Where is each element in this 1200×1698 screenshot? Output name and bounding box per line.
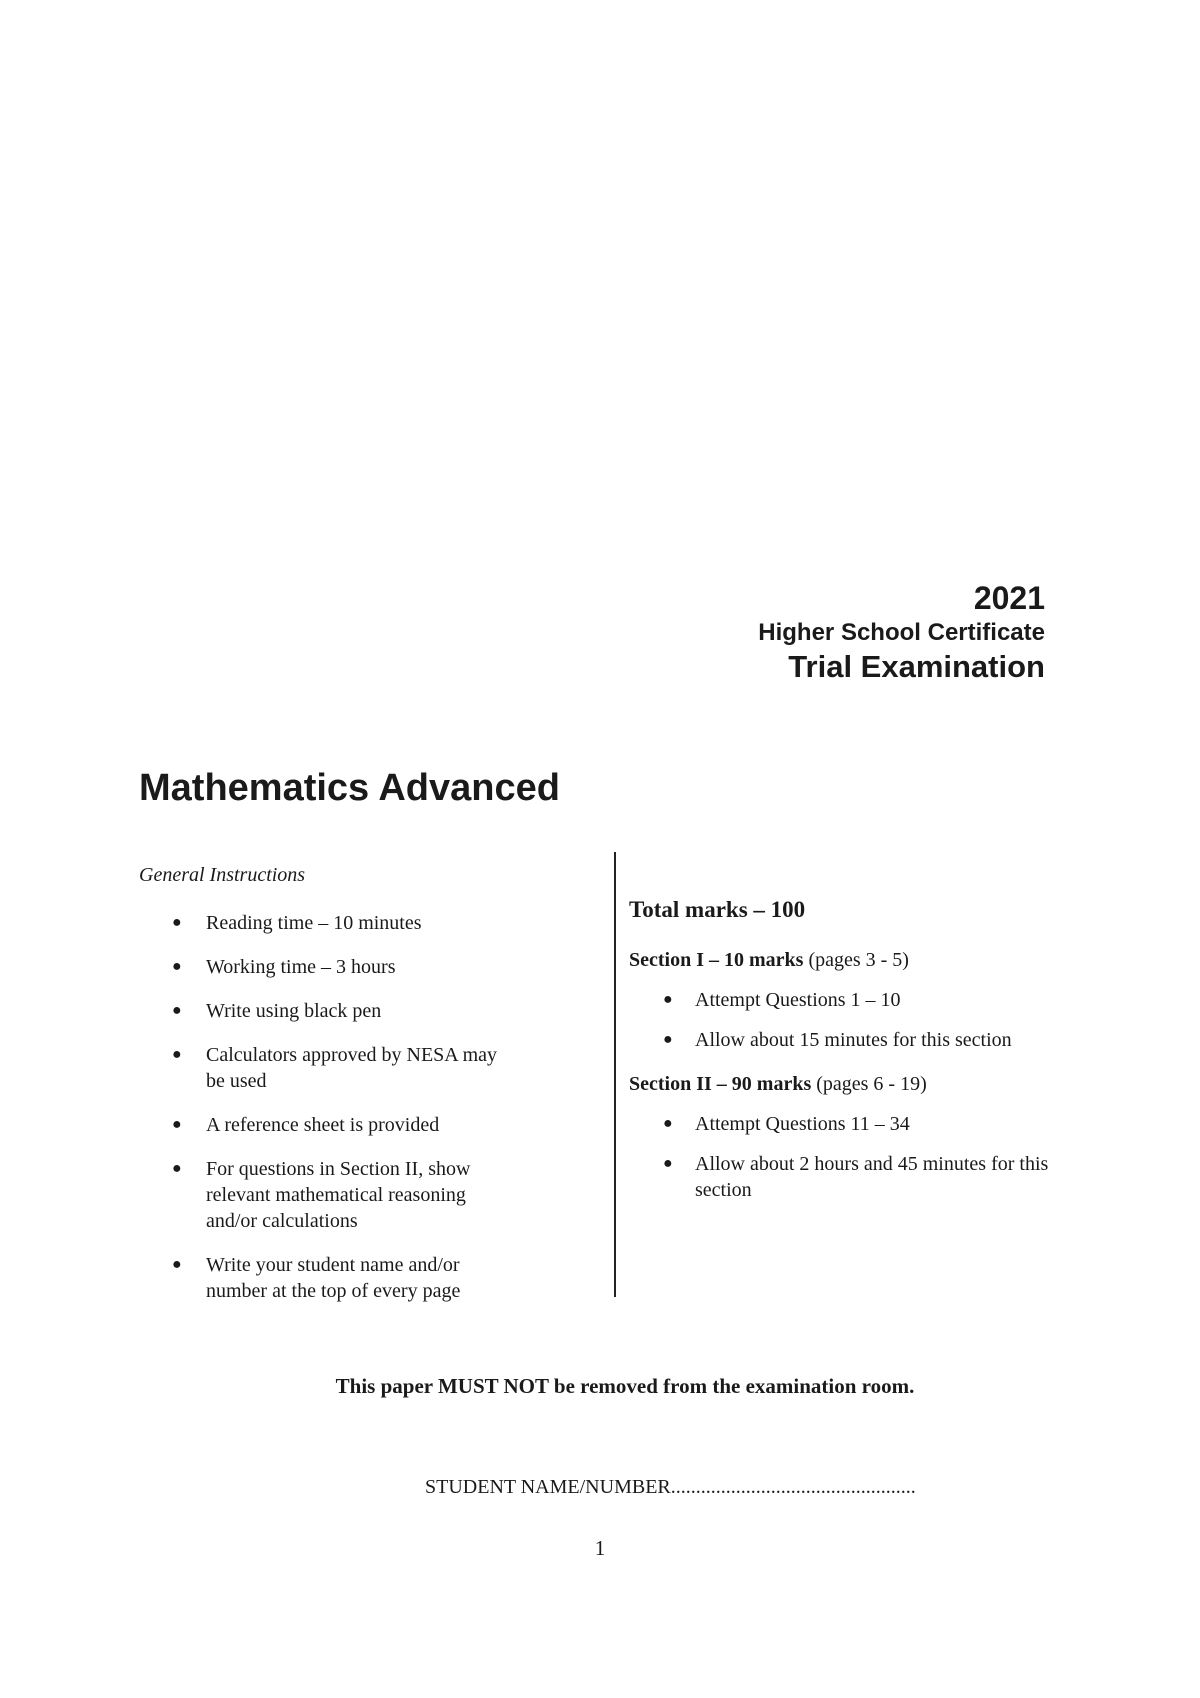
list-item <box>139 954 501 980</box>
bullet-icon: ● <box>663 1155 673 1172</box>
bullet-icon: ● <box>172 1046 182 1063</box>
bullet-icon: ● <box>172 1002 182 1019</box>
section-item-text: Attempt Questions 1 – 10 <box>695 989 901 1011</box>
section-one-list <box>629 987 1069 1053</box>
instruction-text: For questions in Section II, show relevant mathematical reasoning and/or calculations <box>206 1158 471 1232</box>
removal-warning: This paper MUST NOT be removed from the examination room. <box>335 1374 915 1398</box>
list-item <box>139 910 501 936</box>
page-number: 1 <box>594 1536 606 1560</box>
bullet-icon: ● <box>663 1115 673 1132</box>
list-item <box>629 1151 1065 1203</box>
instruction-text: Calculators approved by NESA may be used <box>206 1044 498 1092</box>
bullet-icon: ● <box>663 1031 673 1048</box>
exam-title: Trial Examination <box>788 649 1045 684</box>
list-item <box>139 1112 501 1138</box>
section-title: Section II – 90 marks <box>629 1073 812 1095</box>
instructions-list <box>139 910 569 1304</box>
list-item <box>629 1027 1065 1053</box>
section-title: Section I – 10 marks <box>629 949 804 971</box>
section-item-text: Allow about 2 hours and 45 minutes for this section <box>695 1153 1049 1201</box>
section-two-heading <box>629 1071 1069 1097</box>
list-item <box>629 1111 1065 1137</box>
general-instructions-heading: General Instructions <box>139 864 306 886</box>
bullet-icon: ● <box>172 958 182 975</box>
section-one-heading <box>629 947 1069 973</box>
instruction-text: A reference sheet is provided <box>206 1114 440 1136</box>
list-item <box>139 1156 501 1234</box>
list-item <box>629 987 1065 1013</box>
list-item <box>139 1252 501 1304</box>
bullet-icon: ● <box>172 1160 182 1177</box>
certificate-title: Higher School Certificate <box>758 619 1045 646</box>
instruction-text: Working time – 3 hours <box>206 956 396 978</box>
bullet-icon: ● <box>172 914 182 931</box>
list-item <box>139 1042 501 1094</box>
bullet-icon: ● <box>172 1116 182 1133</box>
section-pages: (pages 3 - 5) <box>808 949 909 971</box>
bullet-icon: ● <box>172 1256 182 1273</box>
instruction-text: Write your student name and/or number at the top of every page <box>206 1254 461 1302</box>
list-item <box>139 998 501 1024</box>
total-marks: Total marks – 100 <box>629 897 806 922</box>
bullet-icon: ● <box>663 991 673 1008</box>
exam-year: 2021 <box>973 580 1045 616</box>
section-item-text: Allow about 15 minutes for this section <box>695 1029 1012 1051</box>
instruction-text: Reading time – 10 minutes <box>206 912 422 934</box>
column-divider <box>614 852 616 1297</box>
student-name-field[interactable]: STUDENT NAME/NUMBER................................................. <box>425 1476 916 1498</box>
section-item-text: Attempt Questions 11 – 34 <box>695 1113 910 1135</box>
marks-panel <box>629 895 1069 1221</box>
subject-title: Mathematics Advanced <box>139 767 560 809</box>
instruction-text: Write using black pen <box>206 1000 382 1022</box>
exam-header <box>758 578 1045 686</box>
section-two-list <box>629 1111 1069 1203</box>
general-instructions <box>139 862 569 1322</box>
section-pages: (pages 6 - 19) <box>816 1073 927 1095</box>
